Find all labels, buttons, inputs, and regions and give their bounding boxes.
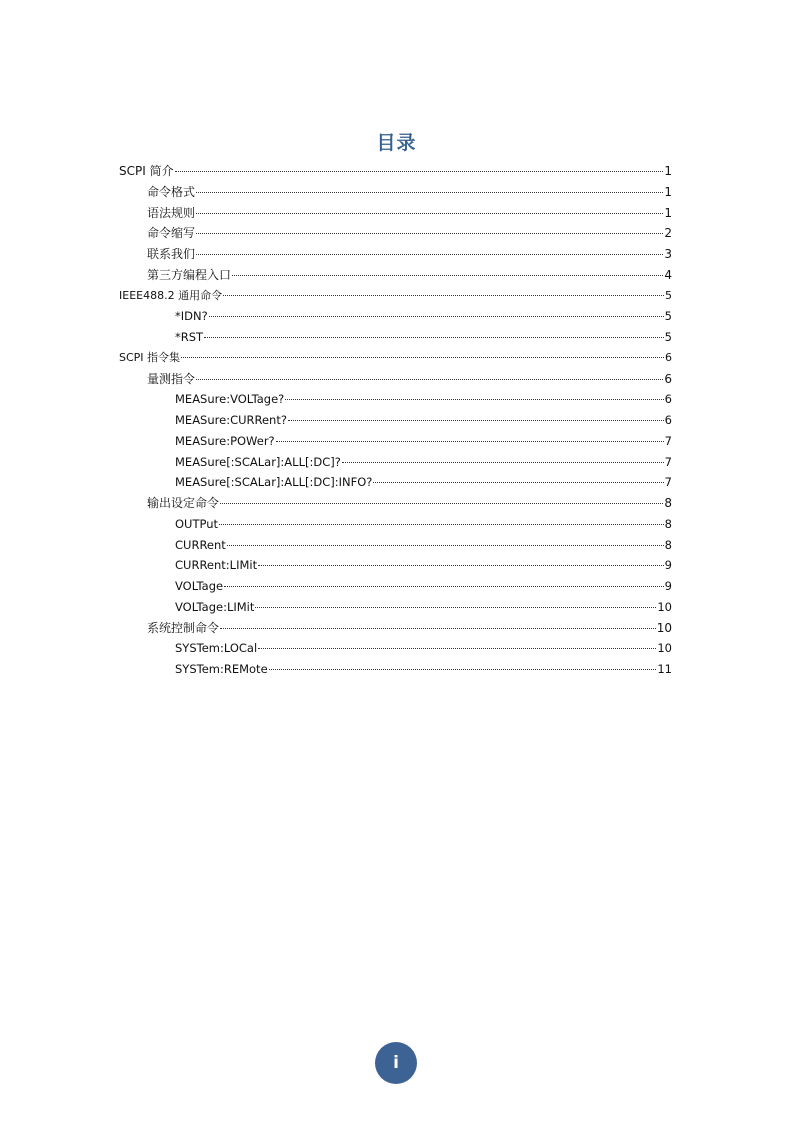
toc-entry-label: MEASure[:SCALar]:ALL[:DC]:INFO? xyxy=(175,475,373,490)
toc-entry-label: 联系我们 xyxy=(147,247,196,261)
toc-entry-page: 7 xyxy=(664,433,672,448)
toc-entry[interactable] xyxy=(119,327,672,348)
toc-entry-page: 6 xyxy=(664,413,672,427)
toc-entry-page: 3 xyxy=(664,247,672,261)
toc-entry-page: 1 xyxy=(664,205,672,220)
toc-entry-page: 1 xyxy=(664,164,672,178)
toc-entry-page: 8 xyxy=(664,496,672,510)
toc-entry-page: 8 xyxy=(664,537,672,552)
toc-entry[interactable] xyxy=(119,555,672,576)
dot-leader xyxy=(258,648,656,649)
toc-entry[interactable] xyxy=(119,306,672,327)
toc-entry-label: VOLTage:LIMit xyxy=(175,599,255,614)
toc-entry-label: MEASure:CURRent? xyxy=(175,413,287,427)
dot-leader xyxy=(220,503,663,504)
toc-entry-label: OUTPut xyxy=(175,516,219,531)
toc-entry[interactable] xyxy=(119,659,672,680)
dot-leader xyxy=(269,669,657,670)
toc-entry[interactable] xyxy=(119,161,672,182)
toc-entry-label: IEEE488.2 通用命令 xyxy=(119,288,223,302)
dot-leader xyxy=(223,295,664,296)
toc-entry[interactable] xyxy=(119,576,672,597)
toc-entry-label: 量测指令 xyxy=(147,371,196,386)
toc-entry-label: MEASure:VOLTage? xyxy=(175,392,285,407)
toc-entry-page: 5 xyxy=(665,288,672,302)
toc-entry-page: 10 xyxy=(657,599,672,614)
toc-entry[interactable] xyxy=(119,244,672,265)
toc-entry-label: *RST xyxy=(175,330,204,344)
toc-entry[interactable] xyxy=(119,348,672,369)
dot-leader xyxy=(175,171,664,172)
toc-entry[interactable] xyxy=(119,286,672,307)
toc-entry[interactable] xyxy=(119,535,672,556)
toc-entry-page: 4 xyxy=(664,267,672,282)
toc-entry-page: 7 xyxy=(664,454,672,469)
toc-entry-label: 语法规则 xyxy=(147,205,196,220)
dot-leader xyxy=(255,607,656,608)
toc-entry[interactable] xyxy=(119,452,672,473)
dot-leader xyxy=(196,254,663,255)
toc-entry-page: 9 xyxy=(664,558,672,573)
toc-entry-label: SYSTem:LOCal xyxy=(175,641,258,656)
toc-entry-label: SCPI 指令集 xyxy=(119,350,181,364)
toc-entry-label: MEASure[:SCALar]:ALL[:DC]? xyxy=(175,454,341,469)
dot-leader xyxy=(196,379,663,380)
toc-entry-page: 5 xyxy=(664,309,672,324)
toc-entry[interactable] xyxy=(119,638,672,659)
toc-entry-page: 6 xyxy=(665,350,672,364)
dot-leader xyxy=(227,545,664,546)
toc-entry[interactable] xyxy=(119,369,672,390)
toc-entry[interactable] xyxy=(119,265,672,286)
toc-entry-page: 6 xyxy=(664,371,672,386)
toc-entry-page: 2 xyxy=(664,226,672,241)
dot-leader xyxy=(209,316,664,317)
toc-entry[interactable] xyxy=(119,597,672,618)
toc-entry-label: 系统控制命令 xyxy=(147,620,220,635)
dot-leader xyxy=(288,420,664,421)
toc-entry[interactable] xyxy=(119,618,672,639)
toc-entry-label: CURRent:LIMit xyxy=(175,558,258,573)
dot-leader xyxy=(258,565,664,566)
dot-leader xyxy=(181,357,664,358)
toc-title: 目录 xyxy=(376,132,417,154)
toc-entry-label: *IDN? xyxy=(175,309,208,324)
toc-entry[interactable] xyxy=(119,389,672,410)
toc-entry[interactable] xyxy=(119,223,672,244)
toc-entry-label: 第三方编程入口 xyxy=(147,267,232,282)
dot-leader xyxy=(285,399,663,400)
dot-leader xyxy=(342,462,664,463)
toc-entry[interactable] xyxy=(119,410,672,431)
toc-entry[interactable] xyxy=(119,493,672,514)
page-number-badge: i xyxy=(375,1042,417,1084)
toc-entry-label: CURRent xyxy=(175,537,226,552)
dot-leader xyxy=(196,213,663,214)
toc-entry-label: 输出设定命令 xyxy=(147,496,220,510)
toc-entry[interactable] xyxy=(119,431,672,452)
dot-leader xyxy=(276,441,664,442)
dot-leader xyxy=(219,524,664,525)
dot-leader xyxy=(232,275,663,276)
toc-entry-page: 10 xyxy=(657,641,672,656)
dot-leader xyxy=(373,482,663,483)
dot-leader xyxy=(204,337,664,338)
dot-leader xyxy=(196,233,663,234)
toc-entry[interactable] xyxy=(119,182,672,203)
toc-entry-page: 9 xyxy=(664,579,672,593)
toc-entry-label: MEASure:POWer? xyxy=(175,433,275,448)
toc-entry-label: 命令格式 xyxy=(147,184,196,199)
toc-entry-page: 7 xyxy=(664,475,672,490)
toc-entry[interactable] xyxy=(119,514,672,535)
toc-entry-label: SCPI 简介 xyxy=(119,164,174,178)
dot-leader xyxy=(224,586,664,587)
toc-entry-page: 10 xyxy=(656,620,672,635)
toc-entry[interactable] xyxy=(119,472,672,493)
dot-leader xyxy=(220,628,656,629)
toc-entry-page: 5 xyxy=(664,330,672,344)
table-of-contents xyxy=(119,161,672,680)
toc-entry-label: VOLTage xyxy=(175,579,224,593)
toc-entry-page: 8 xyxy=(664,516,672,531)
dot-leader xyxy=(196,192,663,193)
toc-entry-page: 11 xyxy=(657,662,672,676)
toc-entry[interactable] xyxy=(119,203,672,224)
toc-entry-page: 6 xyxy=(664,392,672,407)
toc-entry-page: 1 xyxy=(664,184,672,199)
toc-entry-label: SYSTem:REMote xyxy=(175,662,268,676)
toc-entry-label: 命令缩写 xyxy=(147,226,196,241)
